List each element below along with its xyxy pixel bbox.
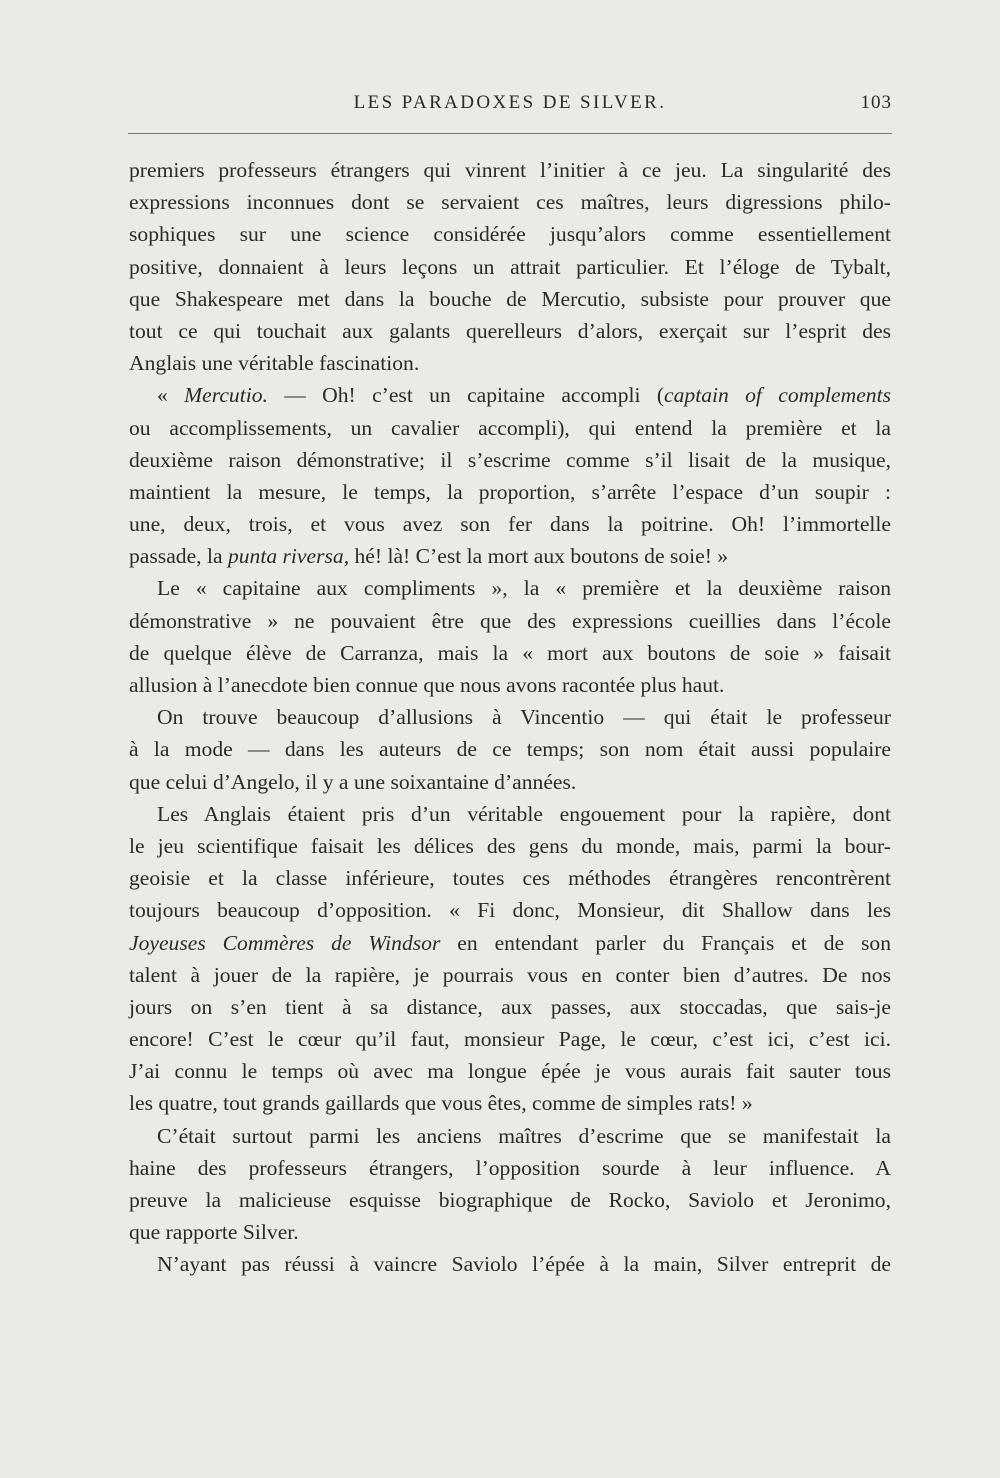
text-line: démonstrative » ne pouvaient être que des expressions cueillies dans l’école [129, 608, 891, 633]
text-line: de quelque élève de Carranza, mais la « mort aux boutons de soie » faisait [129, 640, 891, 665]
text-line: Joyeuses Commères de Windsor en entendant parler du Français et de son [129, 930, 891, 955]
text-line: Les Anglais étaient pris d’un véritable engouement pour la rapière, dont [157, 801, 891, 826]
text-line: passade, la punta riversa, hé! là! C’est la mort aux boutons de soie! » [129, 544, 729, 569]
text-line: haine des professeurs étrangers, l’opposition sourde à leur influence. A [129, 1155, 891, 1180]
text-line: expressions inconnues dont se servaient ces maîtres, leurs digressions philo- [129, 190, 891, 215]
text-line: premiers professeurs étrangers qui vinrent l’initier à ce jeu. La singularité des [129, 158, 891, 182]
italic-text: Mercutio. [184, 383, 268, 408]
text-line: C’était surtout parmi les anciens maîtres d’escrime que se manifestait la [157, 1123, 891, 1148]
text-line: jours on s’en tient à sa distance, aux passes, aux stoccadas, que sais-je [129, 994, 891, 1019]
text-line: J’ai connu le temps où avec ma longue épée je vous aurais fait sauter tous [129, 1059, 891, 1084]
text-line: talent à jouer de la rapière, je pourrais vous en conter bien d’autres. De nos [129, 962, 891, 987]
text-line: positive, donnaient à leurs leçons un attrait particulier. Et l’éloge de Tybalt, [129, 254, 891, 279]
text-line: les quatre, tout grands gaillards que vous êtes, comme de simples rats! » [129, 1091, 753, 1116]
italic-text: Joyeuses Commères de Windsor [129, 930, 441, 955]
text-line: sophiques sur une science considérée jusqu’alors comme essentiellement [129, 222, 891, 247]
body-text [129, 154, 891, 1281]
text-line: « Mercutio. — Oh! c’est un capitaine accompli (captain of complements [157, 383, 891, 408]
text-line: que celui d’Angelo, il y a une soixantaine d’années. [129, 769, 577, 794]
text-line: le jeu scientifique faisait les délices des gens du monde, mais, parmi la bour- [129, 833, 891, 858]
text-line: N’ayant pas réussi à vaincre Saviolo l’épée à la main, Silver entreprit de [157, 1252, 891, 1277]
text-line: Anglais une véritable fascination. [129, 351, 420, 376]
text-line: à la mode — dans les auteurs de ce temps; son nom était aussi populaire [129, 737, 891, 762]
header-rule [128, 133, 892, 134]
text-line: Le « capitaine aux compliments », la « première et la deuxième raison [157, 576, 891, 601]
running-title: LES PARADOXES DE SILVER. [353, 92, 667, 113]
text-line: que Shakespeare met dans la bouche de Mercutio, subsiste pour prouver que [129, 286, 891, 311]
text-line: maintient la mesure, le temps, la proportion, s’arrête l’espace d’un soupir : [129, 479, 891, 504]
text-line: deuxième raison démonstrative; il s’escrime comme s’il lisait de la musique, [129, 447, 891, 472]
text-line: encore! C’est le cœur qu’il faut, monsieur Page, le cœur, c’est ici, c’est ici. [129, 1027, 891, 1052]
running-head [128, 92, 892, 122]
italic-text: punta riversa, [227, 544, 350, 569]
text-line: que rapporte Silver. [129, 1220, 299, 1245]
text-line: On trouve beaucoup d’allusions à Vincentio — qui était le professeur [157, 705, 891, 730]
text-line: toujours beaucoup d’opposition. « Fi donc, Monsieur, dit Shallow dans les [129, 898, 891, 923]
italic-text: captain of complements [664, 383, 891, 408]
text-line: une, deux, trois, et vous avez son fer dans la poitrine. Oh! l’immortelle [129, 512, 891, 537]
text-line: geoisie et la classe inférieure, toutes ces méthodes étrangères rencontrèrent [129, 866, 891, 891]
text-line: allusion à l’anecdote bien connue que nous avons racontée plus haut. [129, 673, 725, 697]
page-number: 103 [860, 92, 892, 113]
text-line: tout ce qui touchait aux galants querelleurs d’alors, exerçait sur l’esprit des [129, 318, 891, 343]
text-line: ou accomplissements, un cavalier accompli), qui entend la première et la [129, 415, 891, 440]
text-line: preuve la malicieuse esquisse biographique de Rocko, Saviolo et Jeronimo, [129, 1188, 891, 1212]
